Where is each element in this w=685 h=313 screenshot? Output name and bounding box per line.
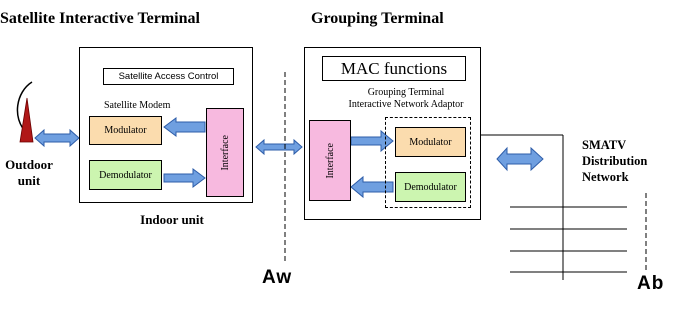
modulator-label: Modulator xyxy=(104,125,147,136)
demodulator-label: Demodulator xyxy=(99,169,152,181)
outdoor-unit-label-line2: unit xyxy=(17,173,41,188)
smatv-label-line3: Network xyxy=(582,170,629,184)
satellite-access-control-label: Satellite Access Control xyxy=(118,71,219,82)
double-arrow-aw xyxy=(256,140,302,154)
interface-box xyxy=(206,108,244,197)
adaptor-label-line2: Interactive Network Adaptor xyxy=(348,99,464,110)
gt-demodulator-box xyxy=(395,172,466,202)
interface-label: Interface xyxy=(219,134,231,171)
modulator-box xyxy=(89,116,162,145)
gt-modulator-label: Modulator xyxy=(409,136,452,148)
dish-antenna-icon xyxy=(17,82,33,142)
outdoor-unit-label-line1: Outdoor xyxy=(5,157,53,172)
reference-point-ab: Ab xyxy=(637,273,665,294)
outdoor-unit-label xyxy=(5,157,53,189)
smatv-label-line2: Distribution xyxy=(582,154,648,168)
adaptor-label xyxy=(349,87,464,111)
gt-modulator-box xyxy=(395,127,466,157)
indoor-unit-caption: Indoor unit xyxy=(140,212,204,227)
heading-satellite-interactive-terminal: Satellite Interactive Terminal xyxy=(0,10,200,27)
adaptor-label-line1: Grouping Terminal xyxy=(367,87,445,98)
gt-interface-box xyxy=(309,120,351,201)
double-arrow-smatv xyxy=(497,148,543,170)
satellite-access-control-box xyxy=(103,68,234,85)
mac-functions-label: MAC functions xyxy=(340,58,448,78)
satellite-modem-label: Satellite Modem xyxy=(104,100,171,111)
double-arrow-outdoor-indoor xyxy=(35,130,79,146)
smatv-label-line1: SMATV xyxy=(582,138,627,152)
gt-interface-label: Interface xyxy=(324,142,336,179)
reference-point-aw: Aw xyxy=(262,267,293,288)
gt-demodulator-label: Demodulator xyxy=(404,181,457,193)
demodulator-box xyxy=(89,160,162,190)
smatv-label xyxy=(582,137,647,185)
mac-functions-box xyxy=(322,56,466,81)
heading-grouping-terminal: Grouping Terminal xyxy=(311,10,444,27)
